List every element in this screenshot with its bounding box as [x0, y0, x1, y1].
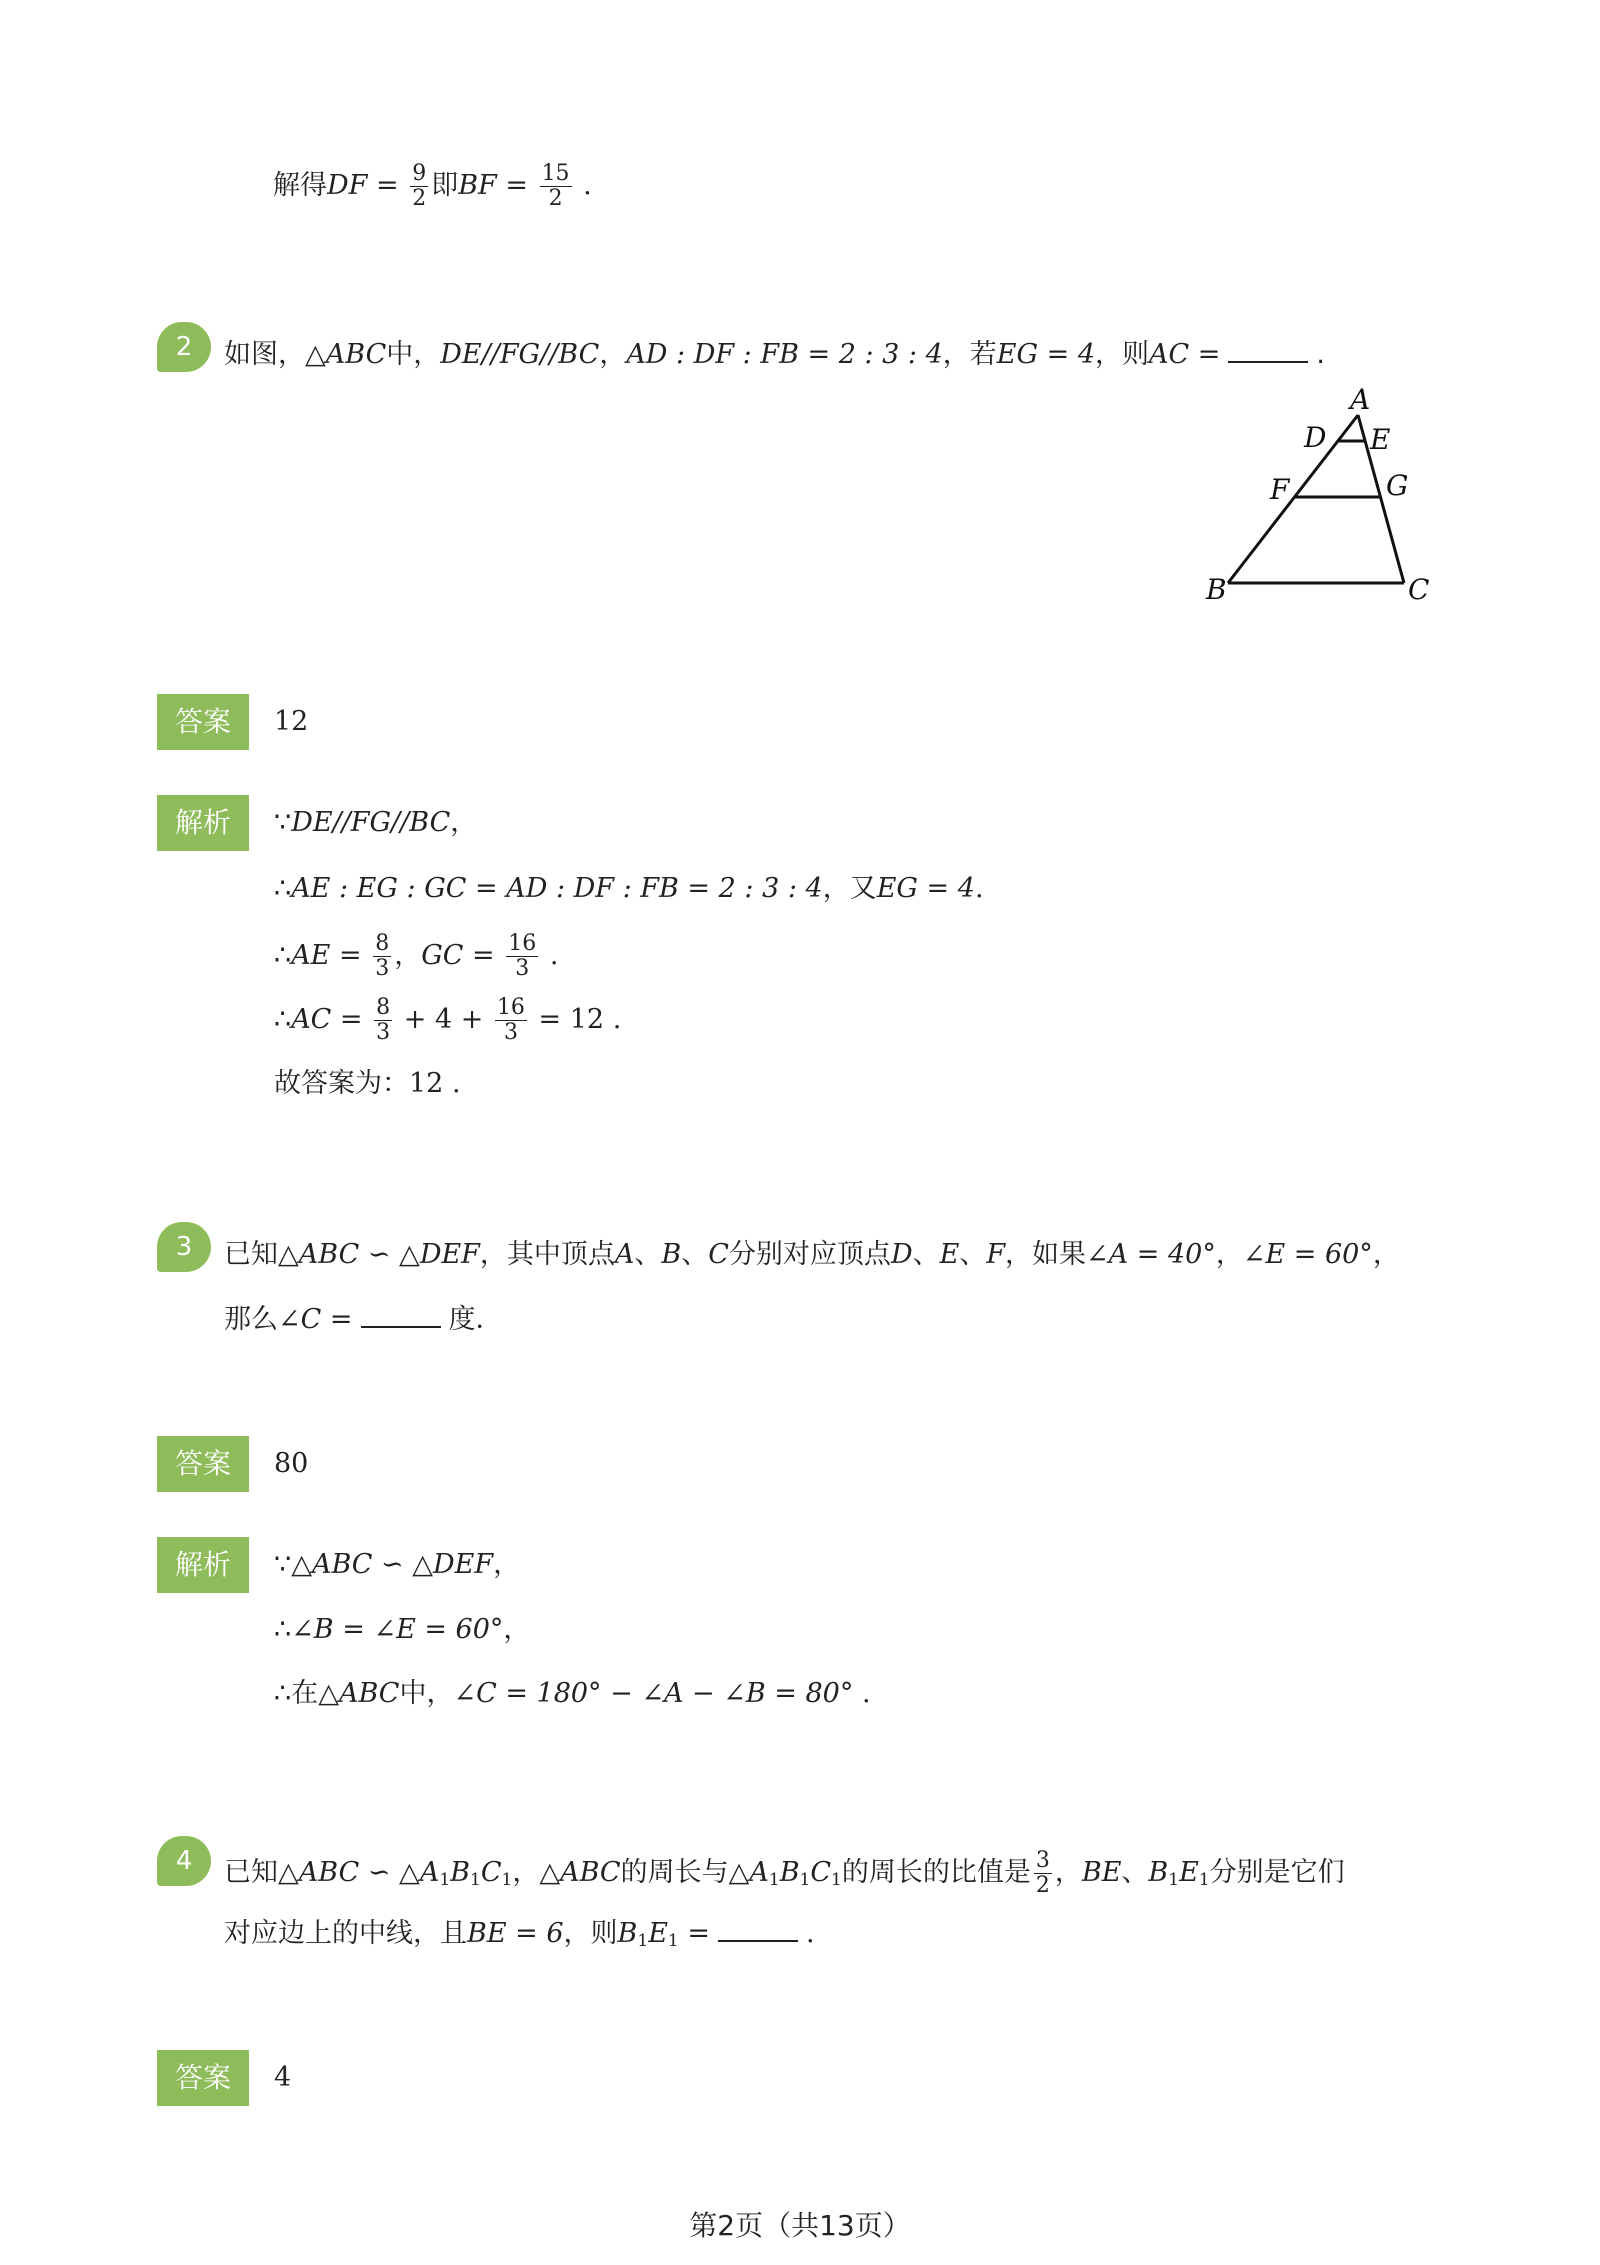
text: ， [1372, 1239, 1400, 1270]
text: 如图， [224, 339, 305, 370]
math: AC = [1149, 339, 1221, 370]
text: . [974, 873, 984, 904]
question-number-badge: 4 [157, 1836, 211, 1886]
math: DE//FG//BC [291, 807, 451, 838]
text: . [451, 1068, 461, 1099]
math: F [986, 1239, 1006, 1270]
den: 2 [412, 186, 427, 211]
math: ∠B = ∠E = 60° [291, 1614, 504, 1645]
text: 、 [681, 1239, 709, 1270]
num: 8 [375, 931, 390, 956]
num: 16 [508, 931, 537, 956]
answer-value: 12 [274, 706, 309, 737]
answer-tag: 答案 [157, 1436, 249, 1492]
analysis-line-3 [274, 1674, 871, 1714]
subscript: 1 [1168, 1870, 1180, 1890]
text: 分别是它们 [1209, 1857, 1345, 1888]
math: AE : EG : GC = AD : DF : FB = 2 : 3 : 4 [291, 873, 823, 904]
fraction [506, 932, 538, 981]
text: ， [394, 940, 422, 971]
answer-blank [718, 1914, 798, 1942]
den: 3 [503, 1020, 518, 1045]
text: ∴ [274, 1614, 292, 1645]
subscript: 1 [667, 1931, 679, 1951]
math: 12 [409, 1068, 444, 1099]
text: ， [512, 1857, 540, 1888]
math: △ABC ∽ △A [278, 1857, 440, 1888]
math: ∠C = 180° − ∠A − ∠B = 80° [453, 1678, 854, 1709]
math: △ABC [305, 339, 387, 370]
text: ∵ [274, 1549, 292, 1580]
text: ，如果 [1005, 1239, 1087, 1270]
text: ， [1215, 1239, 1243, 1270]
analysis-line-1 [274, 1545, 520, 1585]
num: 3 [1035, 1848, 1050, 1873]
math: GC = [421, 940, 495, 971]
label-a: A [1350, 385, 1371, 416]
subscript: 1 [831, 1870, 842, 1890]
math: B [1148, 1857, 1169, 1888]
text: 已知 [224, 1857, 278, 1888]
math: B [450, 1857, 470, 1888]
question-3-text-line-2 [224, 1300, 503, 1340]
triangle-figure [1190, 385, 1450, 615]
analysis-tag: 解析 [157, 1537, 249, 1593]
den: 3 [375, 956, 390, 981]
math: AC = [291, 1004, 363, 1035]
answer-value: 4 [274, 2062, 292, 2093]
answer-blank [1228, 335, 1308, 363]
math: ∠E = 60° [1242, 1239, 1373, 1270]
text: ∴ [274, 873, 292, 904]
num: 8 [376, 995, 391, 1020]
text: ，则 [1095, 339, 1150, 370]
math: △ABC ∽ △DEF [278, 1239, 480, 1270]
math: EG = 4 [876, 873, 975, 904]
text: 的周长的比值是 [841, 1857, 1031, 1888]
text: 度． [448, 1304, 503, 1335]
subscript: 1 [1198, 1870, 1210, 1890]
text: 那么 [224, 1304, 278, 1335]
text: 对应边上的中线，且 [224, 1918, 467, 1949]
text: 、 [634, 1239, 662, 1270]
math: E [1179, 1857, 1199, 1888]
text: . [1316, 339, 1326, 370]
subscript: 1 [768, 1870, 780, 1890]
question-number-badge: 3 [157, 1222, 211, 1272]
text: 的周长与 [620, 1857, 729, 1888]
question-2-text [224, 335, 1325, 375]
subscript: 1 [501, 1870, 513, 1890]
text: . [549, 940, 559, 971]
answer-tag: 答案 [157, 694, 249, 750]
math: △ABC [318, 1678, 400, 1709]
num: 15 [541, 161, 570, 186]
text: ∴ [274, 940, 292, 971]
text: ， [1054, 1857, 1082, 1888]
question-4-text-line-2 [224, 1914, 815, 1961]
fraction [1034, 1849, 1052, 1898]
label-e: E [1370, 423, 1391, 456]
text: 解得 [273, 170, 327, 201]
subscript: 1 [439, 1870, 451, 1890]
text: 故答案为： [274, 1068, 409, 1099]
text: 中， [386, 339, 441, 370]
text: ，若 [942, 339, 997, 370]
subscript: 1 [637, 1931, 649, 1951]
text: + 4 + [403, 1004, 484, 1035]
analysis-line-5 [274, 1064, 461, 1104]
text: ，则 [563, 1918, 618, 1949]
math: E [648, 1918, 668, 1949]
analysis-line-1 [274, 803, 477, 843]
text: 已知 [224, 1239, 278, 1270]
math: D [890, 1239, 913, 1270]
fraction [410, 162, 428, 211]
text: 中， [399, 1678, 454, 1709]
analysis-line-2 [274, 869, 984, 909]
math: ∠A = 40° [1086, 1239, 1216, 1270]
math: EG = 4 [996, 339, 1096, 370]
math: △ABC [539, 1857, 621, 1888]
fraction [495, 996, 527, 1045]
den: 3 [376, 1020, 391, 1045]
text: = 12 [538, 1004, 605, 1035]
label-b: B [1206, 573, 1227, 606]
text: ，其中顶点 [479, 1239, 615, 1270]
label-d: D [1304, 421, 1327, 454]
answer-blank [361, 1300, 441, 1328]
den: 3 [515, 956, 530, 981]
label-c: C [1408, 573, 1430, 606]
math: AE = [291, 940, 362, 971]
math: △ABC ∽ △DEF [291, 1549, 494, 1580]
text: ，又 [822, 873, 877, 904]
analysis-line-2 [274, 1610, 530, 1650]
math: BE [1081, 1857, 1122, 1888]
math: △A [728, 1857, 769, 1888]
math: B [779, 1857, 800, 1888]
text: 、 [1121, 1857, 1149, 1888]
analysis-line-4 [274, 996, 621, 1045]
math: C [708, 1239, 729, 1270]
answer-value: 80 [274, 1448, 309, 1479]
text: ∵ [274, 807, 292, 838]
label-g: G [1386, 469, 1409, 502]
text: . [805, 1918, 815, 1949]
analysis-line-3 [274, 932, 558, 981]
subscript: 1 [799, 1870, 811, 1890]
math: BE = 6 [467, 1918, 564, 1949]
text: ∴在 [274, 1678, 319, 1709]
text: . [861, 1678, 871, 1709]
label-f: F [1270, 473, 1290, 506]
math: ∠C = [278, 1304, 353, 1335]
math: = [687, 1918, 710, 1949]
math: AD : DF : FB = 2 : 3 : 4 [626, 339, 943, 370]
text: ， [493, 1549, 521, 1580]
subscript: 1 [470, 1870, 481, 1890]
den: 2 [1035, 1873, 1050, 1898]
question-3-text-line-1 [224, 1235, 1400, 1275]
text: ， [503, 1614, 531, 1645]
math: B [617, 1918, 638, 1949]
num: 9 [412, 161, 427, 186]
question-number-badge: 2 [157, 322, 211, 372]
fraction [373, 932, 391, 981]
text: . [583, 170, 592, 201]
num: 16 [496, 995, 525, 1020]
math: E [939, 1239, 960, 1270]
fraction [374, 996, 392, 1045]
question-4-text-line-1 [224, 1849, 1345, 1900]
page-footer: 第2页（共13页） [689, 2209, 911, 2242]
fraction [540, 162, 572, 211]
text: ， [450, 807, 478, 838]
math: C [810, 1857, 832, 1888]
text: 、 [959, 1239, 987, 1270]
math: BF = [458, 170, 528, 201]
math: B [661, 1239, 682, 1270]
math: C [480, 1857, 502, 1888]
text: ， [599, 339, 627, 370]
text: 即 [431, 170, 459, 201]
math: DE//FG//BC [440, 339, 600, 370]
text: 分别对应顶点 [728, 1239, 891, 1270]
top-result-line [273, 162, 592, 211]
answer-tag: 答案 [157, 2050, 249, 2106]
math: A [614, 1239, 635, 1270]
text: . [612, 1004, 622, 1035]
analysis-tag: 解析 [157, 795, 249, 851]
text: ∴ [274, 1004, 292, 1035]
text: 、 [912, 1239, 940, 1270]
math: DF = [327, 170, 399, 201]
den: 2 [548, 186, 563, 211]
